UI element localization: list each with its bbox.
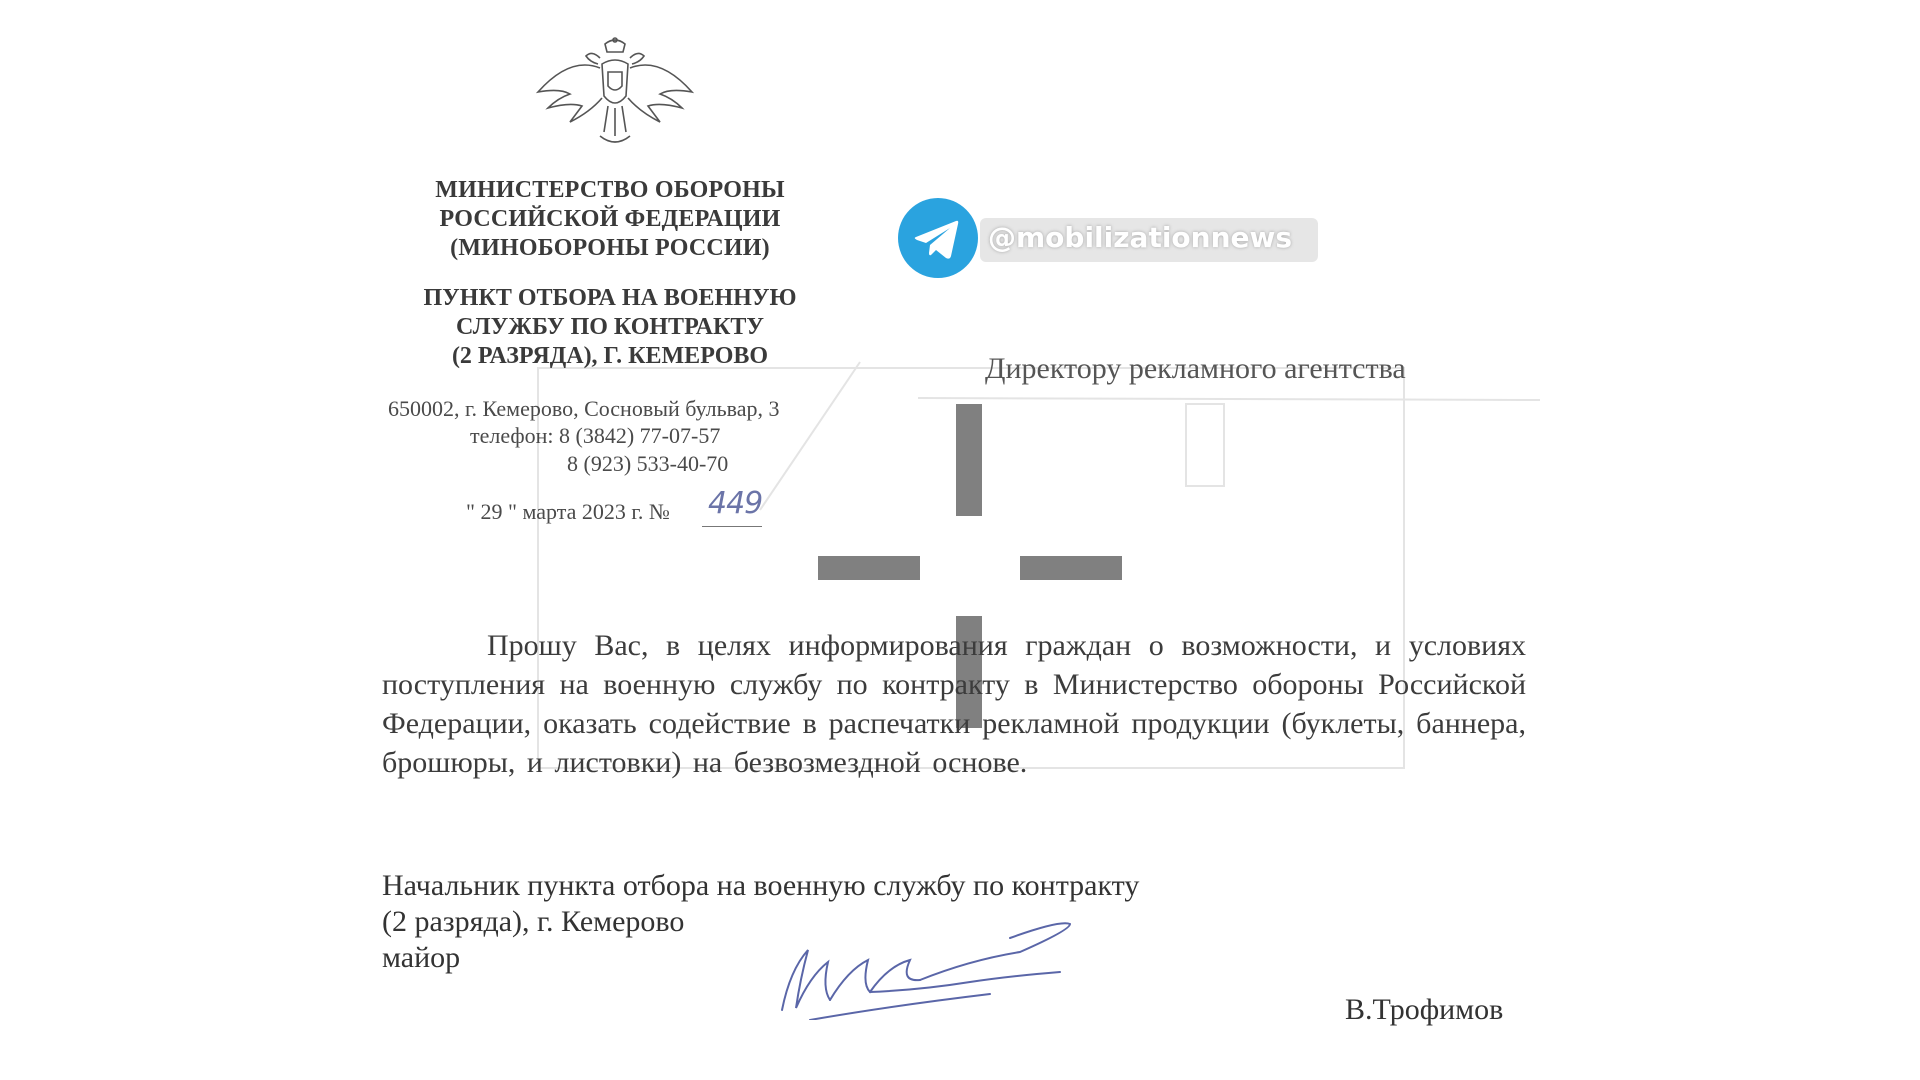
letter-body: Прошу Вас, в целях информирования граждан о возможности, и условиях поступления на военную службу по контракту в Министерство обороны Российской Федерации, оказать содействие в распечатки рекламной продукции (буклеты, баннера, брошюры, и листовки) на безвозмездной основе. <box>382 629 1526 779</box>
redaction-mark <box>956 404 982 516</box>
redaction-mark <box>1020 556 1122 580</box>
phone-primary: телефон: 8 (3842) 77-07-57 <box>470 423 721 448</box>
telegram-icon[interactable] <box>898 198 978 278</box>
unit-line: ПУНКТ ОТБОРА НА ВОЕННУЮ <box>423 285 797 311</box>
document-number-underline <box>702 526 762 527</box>
address: 650002, г. Кемерово, Сосновый бульвар, 3 <box>388 396 780 421</box>
phone-secondary: 8 (923) 533-40-70 <box>567 451 729 476</box>
handwritten-signature <box>770 910 1080 1020</box>
redaction-mark <box>818 556 920 580</box>
signatory-name: В.Трофимов <box>1345 993 1504 1026</box>
signatory-rank: майор <box>382 941 461 974</box>
document-number: 449 <box>708 486 763 521</box>
organization-name <box>390 176 830 263</box>
addressee: Директору рекламного агентства <box>985 352 1406 385</box>
coat-of-arms-icon <box>530 36 700 148</box>
org-line: (МИНОБОРОНЫ РОССИИ) <box>450 235 770 261</box>
telegram-handle[interactable]: @mobilizationnews <box>988 221 1293 254</box>
unit-name <box>390 284 830 371</box>
unit-line: СЛУЖБУ ПО КОНТРАКТУ <box>455 314 765 340</box>
org-line: РОССИЙСКОЙ ФЕДЕРАЦИИ <box>439 206 781 232</box>
document-date: " 29 " марта 2023 г. № <box>466 499 670 524</box>
org-line: МИНИСТЕРСТВО ОБОРОНЫ <box>435 177 785 203</box>
unit-line: (2 РАЗРЯДА), Г. КЕМЕРОВО <box>451 343 769 369</box>
signatory-unit: (2 разряда), г. Кемерово <box>382 905 685 938</box>
signatory-position: Начальник пункта отбора на военную службу по контракту <box>382 869 1140 902</box>
